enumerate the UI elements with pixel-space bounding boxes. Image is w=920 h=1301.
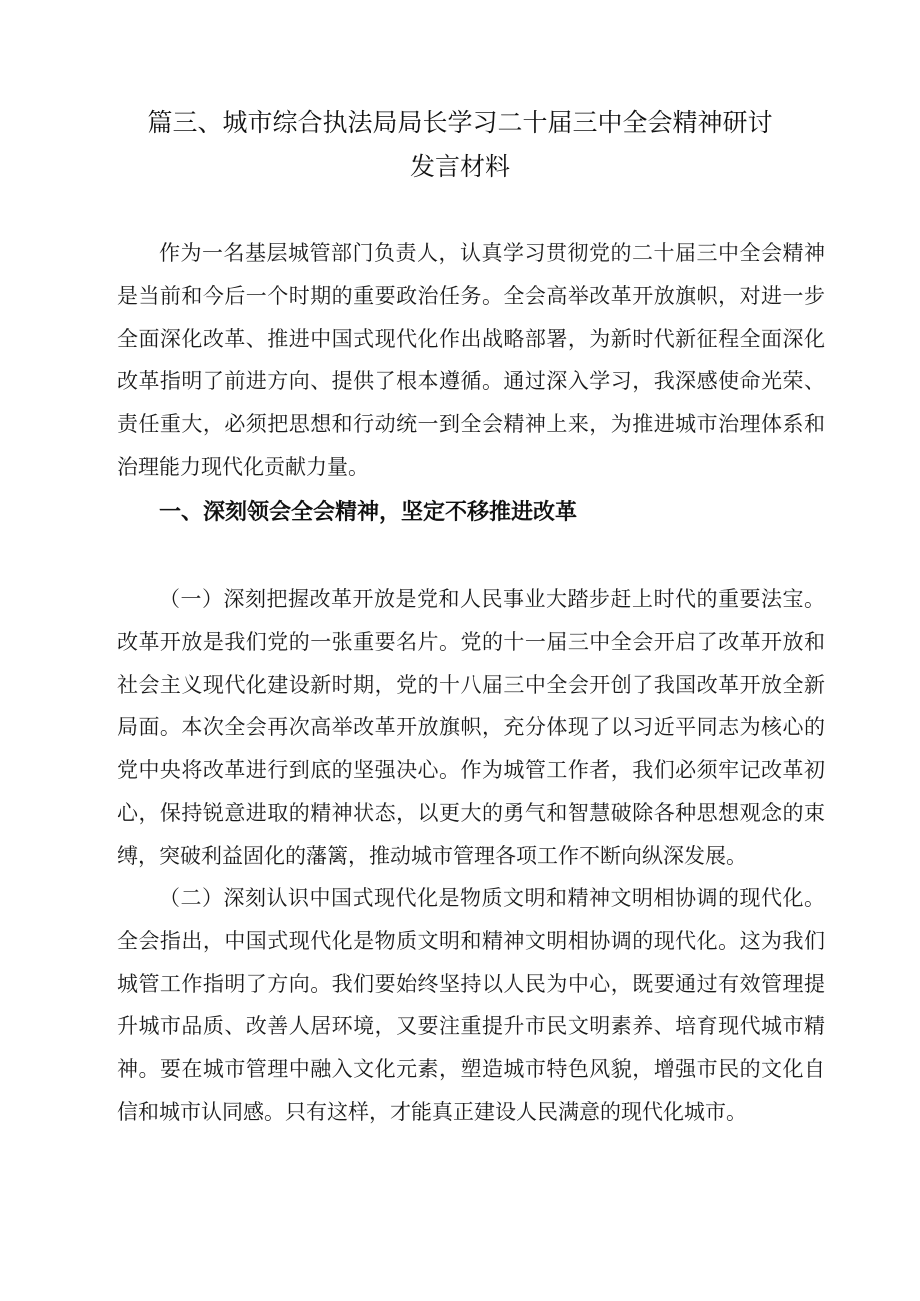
document-title-line-2: 发言材料 bbox=[409, 152, 510, 181]
subsection-2-paragraph: （二）深刻认识中国式现代化是物质文明和精神文明相协调的现代化。全会指出，中国式现代化是物质文明和精神文明相协调的现代化。这为我们城管工作指明了方向。我们要始终坚持以人民为中心，既要通过有效管理提升城市品质、改善人居环境，又要注重提升市民文明素养、培育现代城市精神。要在城市管理中融入文化元素，塑造城市特色风貌，增强市民的文化自信和城市认同感。只有这样，才能真正建设人民满意的现代化城市。 bbox=[117, 886, 825, 1124]
section-1-heading: 一、深刻领会全会精神，坚定不移推进改革 bbox=[159, 500, 578, 525]
document-title-line-1: 篇三、城市综合执法局局长学习二十届三中全会精神研讨 bbox=[147, 108, 773, 137]
subsection-1-paragraph: （一）深刻把握改革开放是党和人民事业大踏步赶上时代的重要法宝。改革开放是我们党的一张重要名片。党的十一届三中全会开启了改革开放和社会主义现代化建设新时期，党的十八届三中全会开创了我国改革开放全新局面。本次全会再次高举改革开放旗帜，充分体现了以习近平同志为核心的党中央将改革进行到底的坚强决心。作为城管工作者，我们必须牢记改革初心，保持锐意进取的精神状态，以更大的勇气和智慧破除各种思想观念的束缚，突破利益固化的藩篱，推动城市管理各项工作不断向纵深发展。 bbox=[117, 587, 825, 868]
intro-paragraph: 作为一名基层城管部门负责人，认真学习贯彻党的二十届三中全会精神是当前和今后一个时期的重要政治任务。全会高举改革开放旗帜，对进一步全面深化改革、推进中国式现代化作出战略部署，为新时代新征程全面深化改革指明了前进方向、提供了根本遵循。通过深入学习，我深感使命光荣、责任重大，必须把思想和行动统一到全会精神上来，为推进城市治理体系和治理能力现代化贡献力量。 bbox=[117, 241, 825, 479]
